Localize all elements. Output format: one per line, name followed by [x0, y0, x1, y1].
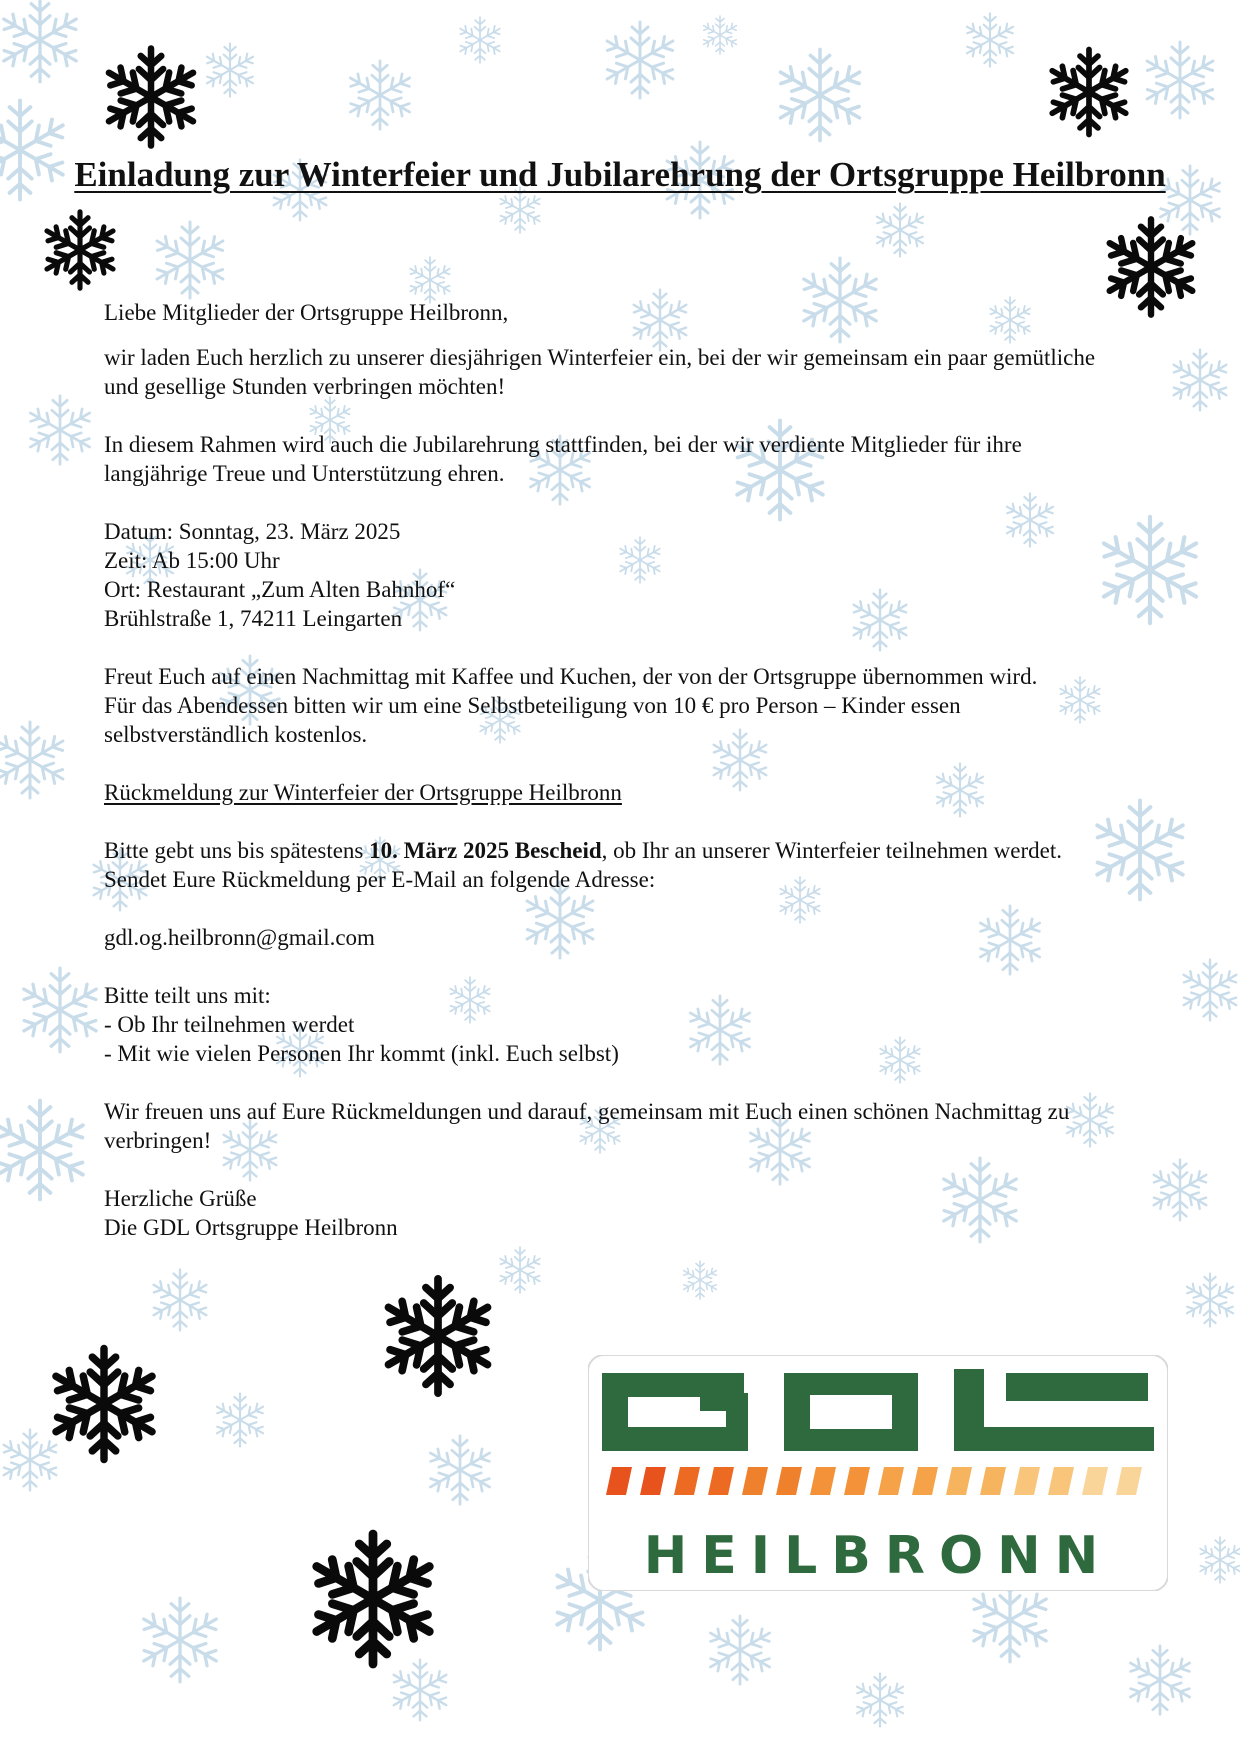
light-snowflake-icon — [1198, 1537, 1240, 1583]
light-snowflake-icon — [775, 49, 865, 140]
light-snowflake-icon — [153, 222, 228, 298]
honors-line-1: In diesem Rahmen wird auch die Jubilarehrung stattfinden, bei der wir verdiente Mitglieder für ihre — [104, 432, 1022, 457]
page-title: Einladung zur Winterfeier und Jubilarehrung der Ortsgruppe Heilbronn — [74, 155, 1166, 194]
snowflake-icon — [95, 38, 207, 156]
light-snowflake-icon — [204, 43, 256, 96]
event-place: Ort: Restaurant „Zum Alten Bahnhof“ — [104, 577, 456, 602]
rsvp-heading: Rückmeldung zur Winterfeier der Ortsgruppe Heilbronn — [104, 780, 622, 805]
light-snowflake-icon — [26, 396, 93, 464]
snowflake-icon — [36, 203, 124, 297]
light-snowflake-icon — [603, 22, 678, 98]
signoff-regards: Herzliche Grüße — [104, 1186, 257, 1211]
food-line-1: Freut Euch auf einen Nachmittag mit Kaffee und Kuchen, der von der Ortsgruppe übernommen wird. — [104, 664, 1038, 689]
event-address: Brühlstraße 1, 74211 Leingarten — [104, 606, 403, 631]
signoff-sender: Die GDL Ortsgruppe Heilbronn — [104, 1215, 398, 1240]
food-line-3: selbstverständlich kostenlos. — [104, 722, 368, 747]
intro-line-1: wir laden Euch herzlich zu unserer diesjährigen Winterfeier ein, bei der wir gemeinsam ein paar gemütliche — [104, 345, 1096, 370]
letter-body — [104, 298, 1194, 1242]
light-snowflake-icon — [1143, 42, 1218, 118]
rsvp-deadline: 10. März 2025 Bescheid — [369, 838, 602, 863]
greeting: Liebe Mitglieder der Ortsgruppe Heilbronn, — [104, 300, 509, 325]
light-snowflake-icon — [706, 1616, 773, 1684]
light-snowflake-icon — [346, 61, 413, 129]
rsvp-post: , ob Ihr an unserer Winterfeier teilnehmen werdet. — [601, 838, 1063, 863]
light-snowflake-icon — [964, 13, 1016, 66]
light-snowflake-icon — [458, 17, 503, 63]
light-snowflake-icon — [1184, 1273, 1236, 1326]
light-snowflake-icon — [0, 1101, 89, 1200]
email-address[interactable]: gdl.og.heilbronn@gmail.com — [104, 925, 375, 950]
snowflake-icon — [298, 1520, 448, 1678]
light-snowflake-icon — [874, 203, 926, 256]
rsvp-pre: Bitte gebt uns bis spätestens — [104, 838, 370, 863]
honors-line-2: langjährige Treue und Unterstützung ehren. — [104, 461, 505, 486]
snowflake-icon — [40, 1336, 168, 1472]
light-snowflake-icon — [408, 257, 453, 303]
closing-line-2: verbringen! — [104, 1128, 212, 1153]
event-date: Datum: Sonntag, 23. März 2025 — [104, 519, 401, 544]
tell-us-item-1: - Ob Ihr teilnehmen werdet — [104, 1012, 355, 1037]
snowflake-icon — [1040, 40, 1138, 144]
logo-city: HEILBRONN — [643, 1526, 1113, 1586]
event-time: Zeit: Ab 15:00 Uhr — [104, 548, 280, 573]
light-snowflake-icon — [426, 1436, 493, 1504]
light-snowflake-icon — [498, 1247, 543, 1293]
light-snowflake-icon — [139, 1598, 221, 1682]
light-snowflake-icon — [701, 16, 738, 54]
food-line-2: Für das Abendessen bitten wir um eine Selbstbeteiligung von 10 € pro Person – Kinder essen — [104, 693, 961, 718]
rsvp-line-2: Sendet Eure Rückmeldung per E-Mail an folgende Adresse: — [104, 867, 656, 892]
light-snowflake-icon — [0, 722, 67, 798]
light-snowflake-icon — [1126, 1646, 1193, 1714]
light-snowflake-icon — [0, 0, 81, 82]
gdl-heilbronn-logo — [588, 1355, 1168, 1591]
intro-line-2: und gesellige Stunden verbringen möchten! — [104, 374, 506, 399]
light-snowflake-icon — [214, 1393, 266, 1446]
tell-us-intro: Bitte teilt uns mit: — [104, 983, 271, 1008]
snowflake-icon — [372, 1266, 504, 1406]
light-snowflake-icon — [19, 968, 101, 1052]
closing-line-1: Wir freuen uns auf Eure Rückmeldungen und darauf, gemeinsam mit Euch einen schönen Nachmittag zu — [104, 1099, 1070, 1124]
rsvp-line-1 — [104, 836, 1194, 865]
light-snowflake-icon — [150, 1270, 210, 1331]
light-snowflake-icon — [854, 1673, 906, 1726]
tell-us-item-2: - Mit wie vielen Personen Ihr kommt (inkl. Euch selbst) — [104, 1041, 619, 1066]
light-snowflake-icon — [681, 1261, 718, 1299]
